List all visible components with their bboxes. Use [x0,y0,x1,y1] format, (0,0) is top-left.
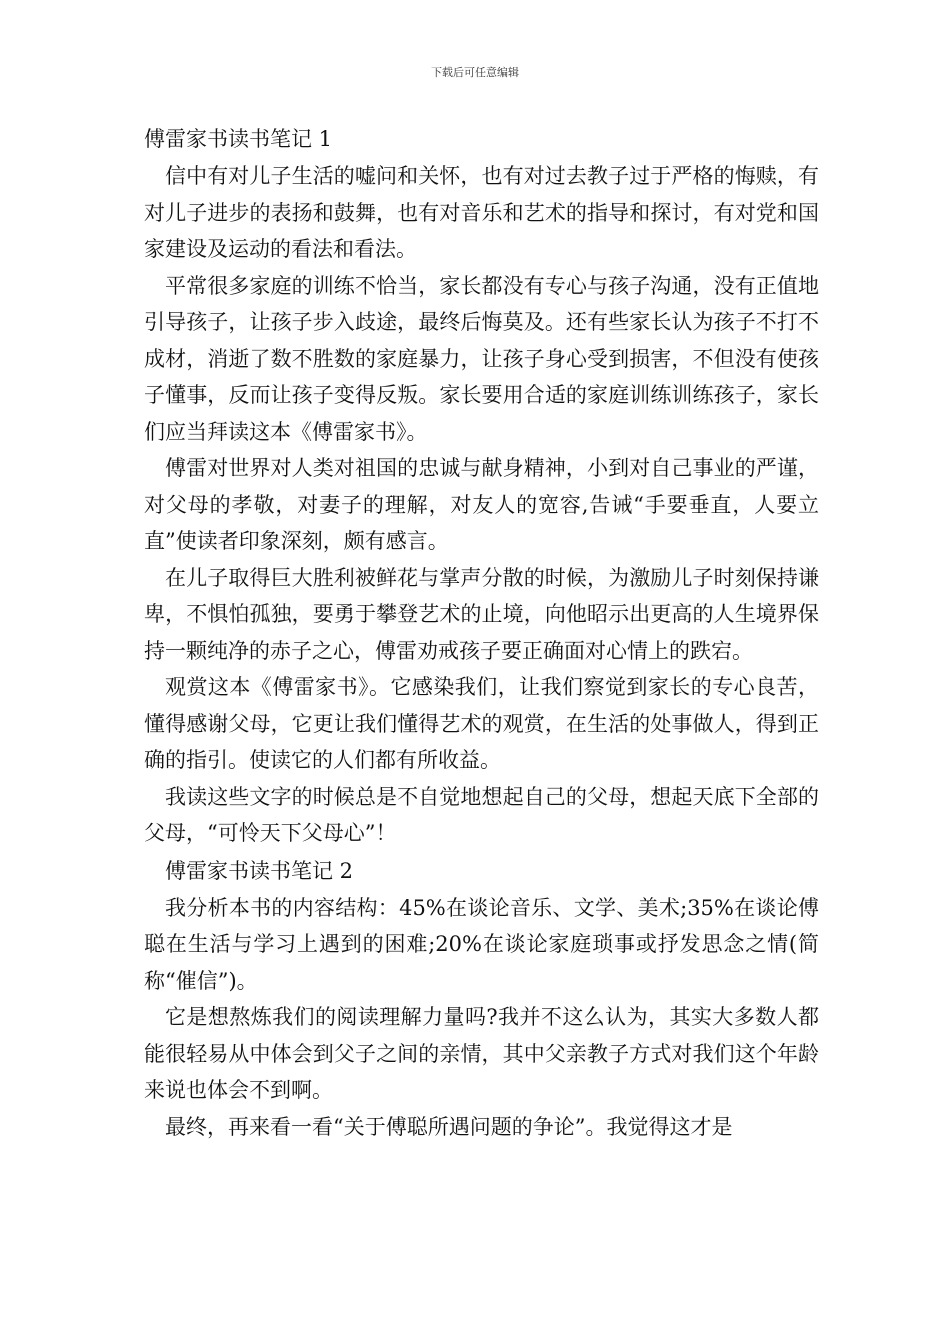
paragraph: 观赏这本《傅雷家书》。它感染我们，让我们察觉到家长的专心良苦，懂得感谢父母，它更让我们懂得艺术的观赏，在生活的处事做人，得到正确的指引。使读它的人们都有所收益。 [144,675,819,772]
paragraph: 在儿子取得巨大胜利被鲜花与掌声分散的时候，为激励儿子时刻保持谦卑，不惧怕孤独，要勇于攀登艺术的止境，向他昭示出更高的人生境界保持一颗纯净的赤子之心，傅雷劝戒孩子要正确面对心情上的跌宕。 [144,565,819,663]
paragraph: 我分析本书的内容结构：45%在谈论音乐、文学、美术;35%在谈论傅聪在生活与学习上遇到的困难;20%在谈论家庭琐事或抒发思念之情(简称“催信”)。 [144,895,819,993]
paragraph: 平常很多家庭的训练不恰当，家长都没有专心与孩子沟通，没有正值地引导孩子，让孩子步入歧途，最终后悔莫及。还有些家长认为孩子不打不成材，消逝了数不胜数的家庭暴力，让孩子身心受到损害，不但没有使孩子懂事，反而让孩子变得反叛。家长要用合适的家庭训练训练孩子，家长们应当拜读这本《傅雷家书》。 [144,273,819,444]
document-body [144,120,819,1145]
paragraph: 最终，再来看一看“关于傅聪所遇问题的争论”。我觉得这才是 [165,1114,733,1139]
section-title-2: 傅雷家书读书笔记 2 [165,858,354,883]
paragraph: 我读这些文字的时候总是不自觉地想起自己的父母，想起天底下全部的父母，“可怜天下父母心”！ [144,784,819,845]
section-title-1: 傅雷家书读书笔记 1 [144,127,333,151]
page-header: 下载后可任意编辑 [431,66,519,79]
paragraph: 傅雷对世界对人类对祖国的忠诚与献身精神，小到对自己事业的严谨，对父母的孝敬，对妻子的理解，对友人的宽容,告诫“手要垂直，人要立直”使读者印象深刻，颇有感言。 [144,456,819,553]
paragraph: 它是想熬炼我们的阅读理解力量吗?我并不这么认为，其实大多数人都能很轻易从中体会到父子之间的亲情，其中父亲教子方式对我们这个年龄来说也体会不到啊。 [144,1005,819,1102]
paragraph: 信中有对儿子生活的嘘问和关怀，也有对过去教子过于严格的悔赎，有对儿子进步的表扬和鼓舞，也有对音乐和艺术的指导和探讨，有对党和国家建设及运动的看法和看法。 [144,164,819,261]
